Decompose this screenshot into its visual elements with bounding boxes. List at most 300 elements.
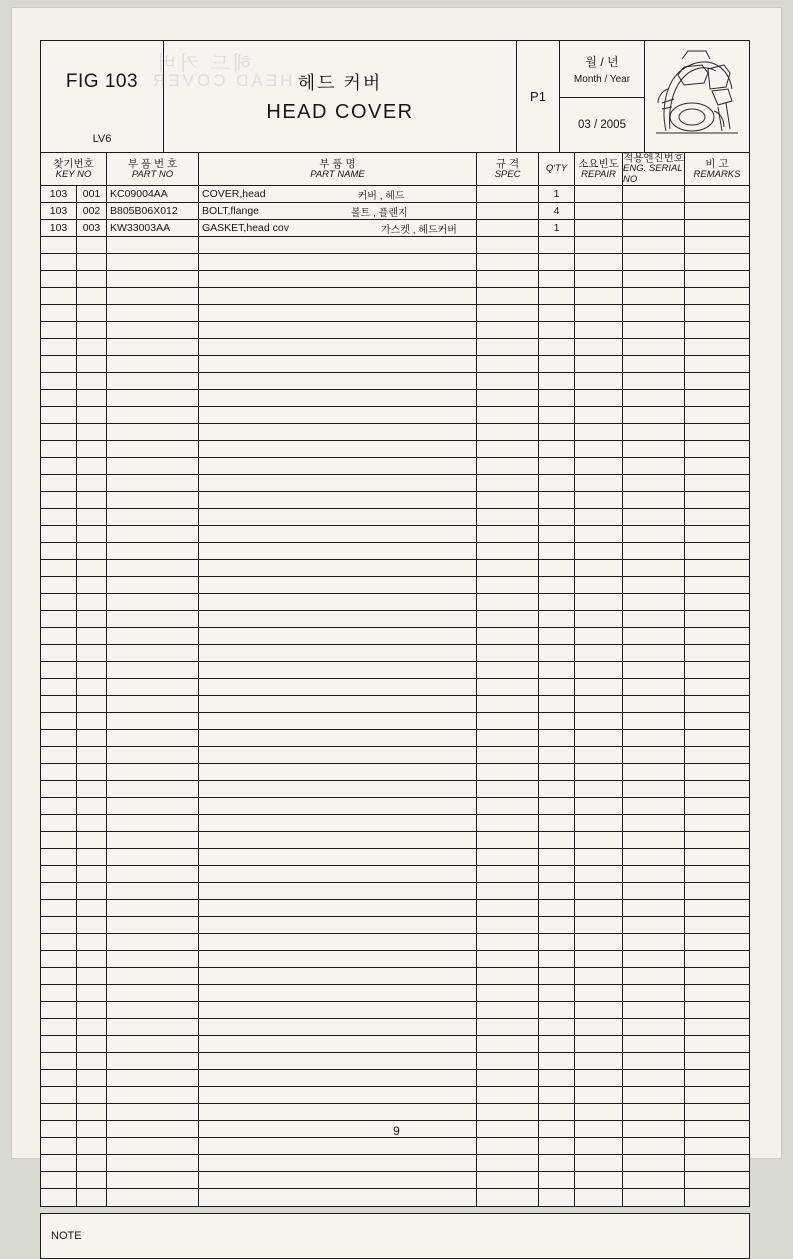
cell-part-no: [107, 424, 199, 440]
cell-spec: [477, 1172, 539, 1188]
cell-spec: [477, 781, 539, 797]
cell-spec: [477, 560, 539, 576]
cell-repair: [575, 713, 623, 729]
cell-remarks: [685, 1138, 749, 1154]
cell-repair: [575, 407, 623, 423]
table-row: [41, 475, 749, 492]
cell-serial-no: [623, 917, 685, 933]
cell-serial-no: [623, 526, 685, 542]
cell-key-seq: [77, 509, 107, 525]
cell-key-no: [41, 764, 77, 780]
cell-spec: [477, 254, 539, 270]
cell-serial-no: [623, 186, 685, 202]
cell-qty: [539, 594, 575, 610]
cell-qty: [539, 373, 575, 389]
cell-part-name: [199, 628, 477, 644]
cell-remarks: [685, 662, 749, 678]
cell-remarks: [685, 271, 749, 287]
cell-part-no: [107, 832, 199, 848]
cell-qty: [539, 951, 575, 967]
cell-key-seq: [77, 730, 107, 746]
table-row: [41, 611, 749, 628]
cell-remarks: [685, 322, 749, 338]
cell-repair: [575, 1172, 623, 1188]
cell-part-name: [199, 339, 477, 355]
table-row: [41, 696, 749, 713]
cell-repair: [575, 730, 623, 746]
cell-remarks: [685, 492, 749, 508]
cell-qty: [539, 713, 575, 729]
cell-serial-no: [623, 968, 685, 984]
cell-repair: [575, 883, 623, 899]
cell-remarks: [685, 934, 749, 950]
cell-serial-no: [623, 1002, 685, 1018]
cell-part-name: [199, 1036, 477, 1052]
cell-part-no: [107, 390, 199, 406]
cell-key-no: [41, 373, 77, 389]
cell-key-seq: [77, 628, 107, 644]
cell-part-name: [199, 730, 477, 746]
cell-spec: [477, 730, 539, 746]
cell-part-no: [107, 1104, 199, 1120]
cell-part-name: [199, 594, 477, 610]
cell-repair: [575, 322, 623, 338]
cell-serial-no: [623, 832, 685, 848]
col-part-no: 부 품 번 호 PART NO: [107, 153, 199, 185]
cell-serial-no: [623, 407, 685, 423]
cell-key-no: [41, 390, 77, 406]
cell-part-no: [107, 815, 199, 831]
cell-part-no: [107, 356, 199, 372]
cell-repair: [575, 1036, 623, 1052]
cell-qty: [539, 407, 575, 423]
date-label-korean: 월 / 년: [585, 55, 619, 69]
cell-key-seq: [77, 594, 107, 610]
cell-serial-no: [623, 662, 685, 678]
cell-part-no: KC09004AA: [107, 186, 199, 202]
cell-part-name: [199, 611, 477, 627]
cell-part-name: [199, 679, 477, 695]
cell-repair: [575, 611, 623, 627]
cell-key-no: [41, 288, 77, 304]
cell-part-no: [107, 917, 199, 933]
cell-part-no: [107, 662, 199, 678]
cell-part-name: [199, 1053, 477, 1069]
cell-key-no: [41, 1155, 77, 1171]
cell-spec: [477, 407, 539, 423]
cell-spec: [477, 271, 539, 287]
cell-repair: [575, 186, 623, 202]
cell-repair: [575, 866, 623, 882]
cell-part-no: [107, 254, 199, 270]
table-row: [41, 866, 749, 883]
col-engine-serial-no: 적용엔진번호 ENG. SERIAL NO: [623, 152, 684, 186]
cell-qty: [539, 237, 575, 253]
cell-serial-no: [623, 560, 685, 576]
cell-spec: [477, 611, 539, 627]
cell-spec: [477, 917, 539, 933]
cell-serial-no: [623, 509, 685, 525]
note-label: NOTE: [51, 1230, 82, 1242]
cell-serial-no: [623, 1036, 685, 1052]
cell-key-seq: [77, 1036, 107, 1052]
cell-serial-no: [623, 1070, 685, 1086]
cell-remarks: [685, 373, 749, 389]
cell-part-name: [199, 509, 477, 525]
cell-part-name: [199, 322, 477, 338]
cell-part-no: [107, 560, 199, 576]
cell-key-seq: [77, 373, 107, 389]
cell-remarks: [685, 560, 749, 576]
cell-part-name: [199, 526, 477, 542]
part-name-korean: 볼트 , 플랜지: [351, 207, 408, 219]
cell-repair: [575, 254, 623, 270]
cell-qty: [539, 322, 575, 338]
cell-serial-no: [623, 645, 685, 661]
cell-key-no: [41, 1087, 77, 1103]
cell-key-seq: 001: [77, 186, 107, 202]
table-row: [41, 883, 749, 900]
cell-serial-no: [623, 220, 685, 236]
cell-key-no: [41, 611, 77, 627]
cell-qty: [539, 254, 575, 270]
cell-qty: [539, 815, 575, 831]
cell-part-no: [107, 611, 199, 627]
table-row: [41, 254, 749, 271]
table-row: [41, 900, 749, 917]
table-row: [41, 373, 749, 390]
cell-part-no: [107, 1036, 199, 1052]
cell-serial-no: [623, 900, 685, 916]
cell-part-name: [199, 781, 477, 797]
cell-remarks: [685, 594, 749, 610]
cell-repair: [575, 1189, 623, 1206]
cell-repair: [575, 424, 623, 440]
cell-spec: [477, 951, 539, 967]
cell-part-name: [199, 951, 477, 967]
cell-repair: [575, 679, 623, 695]
cell-key-no: [41, 1036, 77, 1052]
cell-repair: [575, 288, 623, 304]
figure-sub-label: LV6: [92, 133, 112, 145]
cell-serial-no: [623, 1155, 685, 1171]
cell-spec: [477, 866, 539, 882]
table-row: [41, 798, 749, 815]
table-row: [41, 458, 749, 475]
table-row: [41, 815, 749, 832]
cell-remarks: [685, 696, 749, 712]
cell-spec: [477, 441, 539, 457]
cell-key-no: [41, 968, 77, 984]
title-block: 헤드 커버 HEAD COVER 헤드 커버 HEAD COVER: [164, 41, 517, 152]
cell-key-no: [41, 492, 77, 508]
cell-part-name: [199, 203, 477, 219]
cell-spec: [477, 203, 539, 219]
cell-part-name: [199, 288, 477, 304]
cell-spec: [477, 1019, 539, 1035]
table-row: [41, 1036, 749, 1053]
cell-remarks: [685, 254, 749, 270]
cell-serial-no: [623, 866, 685, 882]
cell-qty: [539, 1036, 575, 1052]
cell-repair: [575, 203, 623, 219]
cell-remarks: [685, 577, 749, 593]
cell-key-seq: [77, 781, 107, 797]
cell-serial-no: [623, 475, 685, 491]
cell-qty: [539, 645, 575, 661]
cell-repair: [575, 764, 623, 780]
cell-serial-no: [623, 747, 685, 763]
cell-key-no: [41, 543, 77, 559]
cell-serial-no: [623, 203, 685, 219]
cell-serial-no: [623, 237, 685, 253]
cell-qty: [539, 1138, 575, 1154]
cell-key-no: [41, 577, 77, 593]
cell-key-seq: [77, 441, 107, 457]
table-row: [41, 781, 749, 798]
table-row: [41, 1104, 749, 1121]
cell-remarks: [685, 781, 749, 797]
cell-spec: [477, 424, 539, 440]
parts-table-body: [40, 186, 750, 1207]
cell-key-no: [41, 781, 77, 797]
cell-part-no: [107, 679, 199, 695]
cell-part-no: [107, 1172, 199, 1188]
cell-spec: [477, 1138, 539, 1154]
cell-qty: [539, 849, 575, 865]
cell-qty: [539, 339, 575, 355]
cell-qty: [539, 1070, 575, 1086]
cell-repair: [575, 509, 623, 525]
cell-key-seq: [77, 322, 107, 338]
cell-part-name: [199, 832, 477, 848]
cell-remarks: [685, 509, 749, 525]
table-row: [41, 764, 749, 781]
cell-spec: [477, 849, 539, 865]
cell-key-seq: [77, 390, 107, 406]
cell-key-no: [41, 271, 77, 287]
cell-key-no: [41, 866, 77, 882]
cell-qty: [539, 526, 575, 542]
cell-key-no: [41, 1189, 77, 1206]
table-row: [41, 1138, 749, 1155]
part-name-english: COVER,head: [202, 188, 266, 200]
cell-serial-no: [623, 322, 685, 338]
cell-part-name: [199, 866, 477, 882]
cell-part-no: [107, 1053, 199, 1069]
cell-qty: [539, 679, 575, 695]
table-row: [41, 645, 749, 662]
cell-remarks: [685, 305, 749, 321]
page-code: P1: [517, 41, 560, 152]
cell-remarks: [685, 441, 749, 457]
table-row: [41, 1002, 749, 1019]
cell-part-name: [199, 1070, 477, 1086]
cell-qty: [539, 696, 575, 712]
cell-spec: [477, 577, 539, 593]
cell-spec: [477, 356, 539, 372]
cell-key-seq: [77, 883, 107, 899]
cell-key-no: [41, 645, 77, 661]
cell-key-no: [41, 475, 77, 491]
cell-key-seq: [77, 832, 107, 848]
cell-part-name: [199, 900, 477, 916]
cell-part-name: [199, 560, 477, 576]
cell-spec: [477, 492, 539, 508]
table-row: [41, 1087, 749, 1104]
cell-qty: [539, 1002, 575, 1018]
cell-key-no: [41, 594, 77, 610]
cell-part-no: [107, 271, 199, 287]
cell-remarks: [685, 1172, 749, 1188]
cell-key-no: [41, 526, 77, 542]
cell-qty: [539, 560, 575, 576]
cell-repair: [575, 492, 623, 508]
cell-spec: [477, 543, 539, 559]
cell-qty: [539, 543, 575, 559]
cell-part-no: B805B06X012: [107, 203, 199, 219]
cell-key-no: [41, 305, 77, 321]
cell-spec: [477, 1002, 539, 1018]
cell-remarks: [685, 900, 749, 916]
cell-key-no: [41, 1138, 77, 1154]
cell-part-name: [199, 985, 477, 1001]
cell-remarks: [685, 679, 749, 695]
table-row: [41, 509, 749, 526]
table-row: [41, 407, 749, 424]
table-row: [41, 985, 749, 1002]
table-row: [41, 951, 749, 968]
cell-part-no: [107, 1155, 199, 1171]
cell-key-seq: [77, 747, 107, 763]
cell-repair: [575, 832, 623, 848]
cell-part-no: [107, 934, 199, 950]
figure-label: FIG 103: [65, 70, 139, 92]
cell-repair: [575, 526, 623, 542]
cell-key-seq: [77, 254, 107, 270]
cell-key-no: [41, 356, 77, 372]
cell-remarks: [685, 339, 749, 355]
cell-remarks: [685, 628, 749, 644]
cell-part-no: [107, 951, 199, 967]
cell-key-seq: [77, 577, 107, 593]
cell-remarks: [685, 526, 749, 542]
cell-qty: [539, 1189, 575, 1206]
cell-key-no: [41, 1002, 77, 1018]
cell-part-no: [107, 1189, 199, 1206]
cell-part-no: [107, 1087, 199, 1103]
cell-repair: [575, 1019, 623, 1035]
cell-key-seq: [77, 1070, 107, 1086]
cell-serial-no: [623, 254, 685, 270]
cell-repair: [575, 458, 623, 474]
title-korean: 헤드 커버: [297, 73, 383, 93]
cell-key-seq: [77, 764, 107, 780]
cell-key-no: [41, 679, 77, 695]
cell-part-no: [107, 866, 199, 882]
cell-part-name: [199, 305, 477, 321]
cell-remarks: [685, 951, 749, 967]
cell-key-seq: 002: [77, 203, 107, 219]
cell-key-no: [41, 662, 77, 678]
cell-spec: [477, 1104, 539, 1120]
cell-qty: 1: [539, 220, 575, 236]
cell-qty: 1: [539, 186, 575, 202]
cell-part-name: [199, 237, 477, 253]
cell-key-seq: [77, 1104, 107, 1120]
cell-qty: [539, 441, 575, 457]
cell-spec: [477, 934, 539, 950]
cell-key-no: [41, 883, 77, 899]
cell-spec: [477, 1087, 539, 1103]
cell-spec: [477, 339, 539, 355]
cell-key-seq: [77, 968, 107, 984]
cell-remarks: [685, 798, 749, 814]
cell-part-name: [199, 798, 477, 814]
cell-serial-no: [623, 543, 685, 559]
date-value: 03 / 2005: [578, 119, 626, 131]
cell-spec: [477, 815, 539, 831]
cell-key-no: 103: [41, 220, 77, 236]
cell-part-no: [107, 1070, 199, 1086]
cell-remarks: [685, 1104, 749, 1120]
cell-serial-no: [623, 730, 685, 746]
table-column-headers: [40, 152, 750, 186]
cell-qty: [539, 390, 575, 406]
cell-part-no: [107, 781, 199, 797]
cell-remarks: [685, 815, 749, 831]
cell-spec: [477, 713, 539, 729]
cell-part-name: [199, 1189, 477, 1206]
cell-repair: [575, 628, 623, 644]
cell-part-no: [107, 968, 199, 984]
cell-key-no: [41, 798, 77, 814]
cell-spec: [477, 1189, 539, 1206]
parts-catalog-sheet: [40, 40, 750, 1242]
cell-serial-no: [623, 373, 685, 389]
cell-part-name: [199, 220, 477, 236]
cell-qty: [539, 1019, 575, 1035]
cell-spec: [477, 186, 539, 202]
cell-serial-no: [623, 713, 685, 729]
cell-key-seq: [77, 1019, 107, 1035]
table-row: [41, 560, 749, 577]
cell-part-name: [199, 271, 477, 287]
table-row: [41, 441, 749, 458]
cell-remarks: [685, 849, 749, 865]
cell-spec: [477, 458, 539, 474]
cell-key-seq: [77, 696, 107, 712]
cell-key-seq: [77, 543, 107, 559]
cell-repair: [575, 237, 623, 253]
cell-qty: [539, 611, 575, 627]
cell-qty: [539, 356, 575, 372]
table-row: [41, 713, 749, 730]
cell-serial-no: [623, 883, 685, 899]
cell-repair: [575, 305, 623, 321]
cell-part-name: [199, 747, 477, 763]
cell-part-name: [199, 662, 477, 678]
cell-spec: [477, 305, 539, 321]
cell-spec: [477, 475, 539, 491]
date-label-english: Month / Year: [573, 74, 631, 85]
cell-serial-no: [623, 781, 685, 797]
cell-spec: [477, 390, 539, 406]
cell-key-no: 103: [41, 186, 77, 202]
cell-part-no: [107, 492, 199, 508]
cell-repair: [575, 373, 623, 389]
cell-key-no: [41, 934, 77, 950]
